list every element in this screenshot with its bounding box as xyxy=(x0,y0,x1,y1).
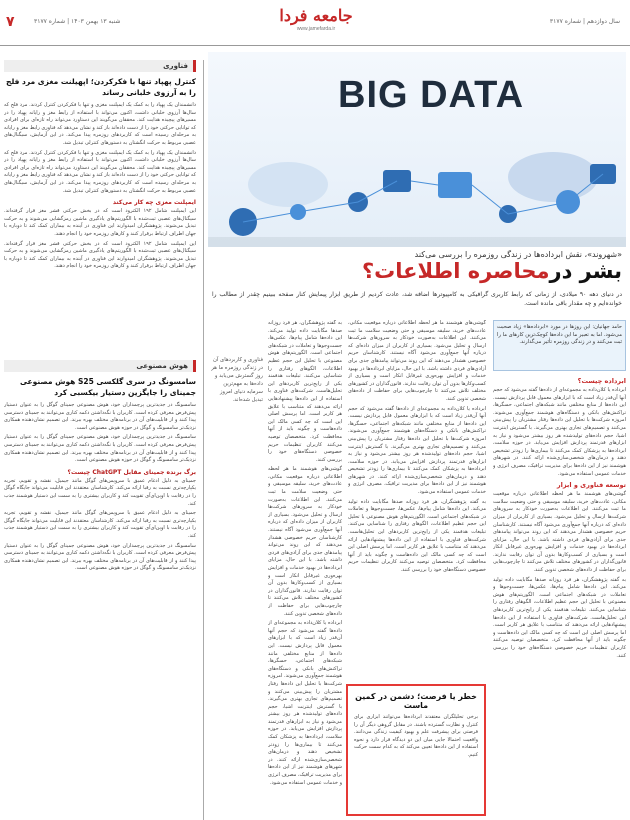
logo-subtitle: www.jamefarda.ir xyxy=(296,26,336,32)
main-column-right xyxy=(493,374,626,818)
page-number: ۷ xyxy=(6,14,15,30)
section-label-tech: فناوری xyxy=(4,60,196,72)
left-column xyxy=(0,60,200,820)
masthead xyxy=(0,0,630,46)
author-box xyxy=(493,320,626,371)
logo-title: جامعه فردا xyxy=(279,6,353,25)
article-body-gemini: جمینای به دلیل ادغام عمیق با سرویس‌های گوگل مانند جیمیل، نقشه و تقویم، تجربه یکپارچه‌تری نسبت به رقبا ارائه می‌کند. کارشناسان معتقدند این قابلیت می‌تواند جایگاه گوگل را در رقابت با اوپن‌ای‌آی تقویت کند و کاربران بیشتری را به سمت این دستیار هوشمند جذب کند. xyxy=(4,477,196,507)
headline-part: بشر در xyxy=(549,259,622,283)
big-data-title: BIG DATA xyxy=(338,74,525,116)
highlight-box xyxy=(346,684,486,816)
article-title-drone[interactable]: کنترل پهپاد تنها با فکرکردن؛ اپهیلنت مغزی مرد فلج را به آرزوی خلبانی رساند xyxy=(6,77,196,97)
headline-highlight: محاصره اطلاعات؟ xyxy=(361,259,550,283)
article-subheading-implant: ایمپلنت مغزی چه کار می‌کند xyxy=(112,199,196,207)
side-note: فناوری و کاربردهای آن در زندگی روزمره ما هر روز گسترش می‌یابد و داده‌ها به مهم‌ترین سرمایه دنیای امروز تبدیل شده‌اند. xyxy=(211,357,263,403)
body-middle-3: به گفته پژوهشگران، هر فرد روزانه صدها مگابایت داده تولید می‌کند. این داده‌ها شامل پیام‌ها، عکس‌ها، جست‌وجوها و تعاملات در شبکه‌های اجتماعی است. الگوریتم‌های هوش مصنوعی با تحلیل این حجم عظیم اطلاعات، الگوهای رفتاری را شناسایی می‌کنند. تبلیغات هدفمند یکی از رایج‌ترین کاربردهای این تحلیل‌هاست. شرکت‌های فناوری با استفاده از این داده‌ها پیشنهادهایی ارائه می‌دهند که متناسب با علایق هر کاربر است. اما پرسش اصلی این است که چه کسی مالک این داده‌هاست و چگونه باید از آنها محافظت کرد. متخصصان توصیه می‌کنند کاربران تنظیمات حریم خصوصی دستگاه‌های خود را بررسی کنند. xyxy=(348,498,486,573)
body-left-2: گوشی‌های هوشمند ما هر لحظه اطلاعاتی درباره موقعیت مکانی، عادت‌های خرید، سلیقه موسیقی و حتی وضعیت سلامت ما ثبت می‌کنند. این اطلاعات به‌صورت خودکار به سرورهای شرکت‌ها ارسال و تحلیل می‌شود. بسیاری از کاربران از میزان داده‌ای که درباره آنها جمع‌آوری می‌شود آگاه نیستند. کارشناسان حریم خصوصی هشدار می‌دهند که این روند می‌تواند پیامدهای جدی برای آزادی‌های فردی داشته باشد. با این حال، مزایای ابرداده‌ها در بهبود خدمات و افزایش بهره‌وری غیرقابل انکار است و بسیاری از کسب‌وکارها بدون آن توان رقابت ندارند. قانون‌گذاران در کشورهای مختلف تلاش می‌کنند تا چارچوب‌هایی برای حفاظت از داده‌های شخصی تدوین کنند. xyxy=(268,466,342,617)
body-left-1: به گفته پژوهشگران، هر فرد روزانه صدها مگابایت داده تولید می‌کند. این داده‌ها شامل پیام‌ها، عکس‌ها، جست‌وجوها و تعاملات در شبکه‌های اجتماعی است. الگوریتم‌های هوش مصنوعی با تحلیل این حجم عظیم اطلاعات، الگوهای رفتاری را شناسایی می‌کنند. تبلیغات هدفمند یکی از رایج‌ترین کاربردهای این تحلیل‌هاست. شرکت‌های فناوری با استفاده از این داده‌ها پیشنهادهایی ارائه می‌دهند که متناسب با علایق هر کاربر است. اما پرسش اصلی این است که چه کسی مالک این داده‌هاست و چگونه باید از آنها محافظت کرد. متخصصان توصیه می‌کنند کاربران تنظیمات حریم خصوصی دستگاه‌های خود را بررسی کنند. xyxy=(268,320,342,463)
subheading-what-is-bigdata: ابرداده چیست؟ xyxy=(577,377,626,385)
highlight-body: برخی تحلیلگران معتقدند ابرداده‌ها می‌توانند ابزاری برای کنترل و نظارت گسترده باشند. در مقابل گروهی دیگر آن را فرصتی برای پیشرفت علم و بهبود کیفیت زندگی می‌دانند. واقعیت احتمالا جایی میان این دو دیدگاه قرار دارد و نحوه استفاده از این داده‌ها تعیین می‌کند که به کدام سمت حرکت کنیم. xyxy=(354,714,478,758)
newspaper-logo[interactable] xyxy=(258,6,374,38)
highlight-title: خطر یا فرصت؛ دشمن در کمین ماست xyxy=(355,692,477,710)
ai-article xyxy=(4,360,196,820)
headline-kicker: «شهروند»، نقش ابرداده‌ها در زندگی روزمره را بررسی می‌کند xyxy=(414,250,622,259)
tech-article xyxy=(4,60,196,410)
author-box-text: حامد جهانیان: این روزها در مورد «ابرداده‌ها» زیاد صحبت می‌شود. اما به تعبیر ما این داده‌ها کوچک‌ترین کارهای ما را ثبت می‌کنند و در زندگی روزمره تأثیر می‌گذارند. xyxy=(497,324,622,345)
article-body-drone: دانشمندان یک پهپاد را به کمک یک ایمپلنت مغزی و تنها با فکرکردن کنترل کردند. مرد فلج که سال‌ها آرزوی خلبانی داشت، اکنون می‌تواند با استفاده از رابط مغز و رایانه پهپاد را در مسیرهای پیچیده هدایت کند. محققان می‌گویند این دستاورد می‌تواند راه تازه‌ای برای افرادی که توانایی حرکتی خود را از دست داده‌اند باز کند و نشان می‌دهد که فناوری رابط مغز و رایانه به مرحله‌ای رسیده است که کاربردهای روزمره پیدا می‌کند. در این آزمایش، سیگنال‌های عصبی مربوط به حرکت انگشتان به دستورهای کنترلی تبدیل شد. xyxy=(4,102,196,146)
body-left-3: ابرداده یا کلان‌داده به مجموعه‌ای از داده‌ها گفته می‌شود که حجم آنها آن‌قدر زیاد است که با ابزارهای معمول قابل پردازش نیست. این داده‌ها از منابع مختلفی مانند شبکه‌های اجتماعی، حسگرها، تراکنش‌های بانکی و دستگاه‌های هوشمند جمع‌آوری می‌شوند. امروزه شرکت‌ها با تحلیل این داده‌ها رفتار مشتریان را پیش‌بینی می‌کنند و تصمیم‌های تجاری بهتری می‌گیرند. با گسترش اینترنت اشیا، حجم داده‌های تولیدشده هر روز بیشتر می‌شود و نیاز به ابزارهای قدرتمند پردازش افزایش می‌یابد. در حوزه سلامت، ابرداده‌ها به پزشکان کمک می‌کنند تا بیماری‌ها را زودتر تشخیص دهند و درمان‌های شخصی‌سازی‌شده ارائه کنند. در شهرهای هوشمند نیز از این داده‌ها برای مدیریت ترافیک، مصرف انرژی و خدمات عمومی استفاده می‌شود. xyxy=(268,620,342,786)
body-right-2: گوشی‌های هوشمند ما هر لحظه اطلاعاتی درباره موقعیت مکانی، عادت‌های خرید، سلیقه موسیقی و حتی وضعیت سلامت ما ثبت می‌کنند. این اطلاعات به‌صورت خودکار به سرورهای شرکت‌ها ارسال و تحلیل می‌شود. بسیاری از کاربران از میزان داده‌ای که درباره آنها جمع‌آوری می‌شود آگاه نیستند. کارشناسان حریم خصوصی هشدار می‌دهند که این روند می‌تواند پیامدهای جدی برای آزادی‌های فردی داشته باشد. با این حال، مزایای ابرداده‌ها در بهبود خدمات و افزایش بهره‌وری غیرقابل انکار است و بسیاری از کسب‌وکارها بدون آن توان رقابت ندارند. قانون‌گذاران در کشورهای مختلف تلاش می‌کنند تا چارچوب‌هایی برای حفاظت از داده‌های شخصی تدوین کنند. xyxy=(493,491,626,574)
subheading-tech-development: توسعه فناوری و ابزار xyxy=(556,481,626,490)
article-body-drone-more: دانشمندان یک پهپاد را به کمک یک ایمپلنت مغزی و تنها با فکرکردن کنترل کردند. مرد فلج که سال‌ها آرزوی خلبانی داشت، اکنون می‌تواند با استفاده از رابط مغز و رایانه پهپاد را در مسیرهای پیچیده هدایت کند. محققان می‌گویند این دستاورد می‌تواند راه تازه‌ای برای افرادی که توانایی حرکتی خود را از دست داده‌اند باز کند و نشان می‌دهد که فناوری رابط مغز و رایانه به مرحله‌ای رسیده است که کاربردهای روزمره پیدا می‌کند. در این آزمایش، سیگنال‌های عصبی مربوط به حرکت انگشتان به دستورهای کنترلی تبدیل شد. xyxy=(4,149,196,194)
body-right-1: ابرداده یا کلان‌داده به مجموعه‌ای از داده‌ها گفته می‌شود که حجم آنها آن‌قدر زیاد است که با ابزارهای معمول قابل پردازش نیست. این داده‌ها از منابع مختلفی مانند شبکه‌های اجتماعی، حسگرها، تراکنش‌های بانکی و دستگاه‌های هوشمند جمع‌آوری می‌شوند. امروزه شرکت‌ها با تحلیل این داده‌ها رفتار مشتریان را پیش‌بینی می‌کنند و تصمیم‌های تجاری بهتری می‌گیرند. با گسترش اینترنت اشیا، حجم داده‌های تولیدشده هر روز بیشتر می‌شود و نیاز به ابزارهای قدرتمند پردازش افزایش می‌یابد. در حوزه سلامت، ابرداده‌ها به پزشکان کمک می‌کنند تا بیماری‌ها را زودتر تشخیص دهند و درمان‌های شخصی‌سازی‌شده ارائه کنند. در شهرهای هوشمند نیز از این داده‌ها برای مدیریت ترافیک، مصرف انرژی و خدمات عمومی استفاده می‌شود. xyxy=(493,387,626,477)
body-right-3: به گفته پژوهشگران، هر فرد روزانه صدها مگابایت داده تولید می‌کند. این داده‌ها شامل پیام‌ها، عکس‌ها، جست‌وجوها و تعاملات در شبکه‌های اجتماعی است. الگوریتم‌های هوش مصنوعی با تحلیل این حجم عظیم اطلاعات، الگوهای رفتاری را شناسایی می‌کنند. تبلیغات هدفمند یکی از رایج‌ترین کاربردهای این تحلیل‌هاست. شرکت‌های فناوری با استفاده از این داده‌ها پیشنهادهایی ارائه می‌دهند که متناسب با علایق هر کاربر است. اما پرسش اصلی این است که چه کسی مالک این داده‌هاست و چگونه باید از آنها محافظت کرد. متخصصان توصیه می‌کنند کاربران تنظیمات حریم خصوصی دستگاه‌های خود را بررسی کنند. xyxy=(493,576,626,659)
big-data-illustration xyxy=(208,52,626,247)
article-body-implant-more: این ایمپلنت شامل ۱۹۲ الکترود است که در بخش حرکتی قشر مغز قرار گرفته‌اند. سیگنال‌های عصبی ثبت‌شده با الگوریتم‌های یادگیری ماشین رمزگشایی می‌شوند و به حرکت تبدیل می‌شوند. پژوهشگران امیدوارند این فناوری در آینده به بیماران کمک کند تا دوباره با جهان اطراف ارتباط برقرار کنند و کارهای روزمره خود را انجام دهند. xyxy=(4,240,196,270)
article-body-implant: این ایمپلنت شامل ۱۹۲ الکترود است که در بخش حرکتی قشر مغز قرار گرفته‌اند. سیگنال‌های عصبی ثبت‌شده با الگوریتم‌های یادگیری ماشین رمزگشایی می‌شوند و به حرکت تبدیل می‌شوند. پژوهشگران امیدوارند این فناوری در آینده به بیماران کمک کند تا دوباره با جهان اطراف ارتباط برقرار کنند و کارهای روزمره خود را انجام دهند. xyxy=(4,208,196,237)
publish-date: شنبه ۱۳ بهمن ۱۴۰۳ | شماره ۳۱۷۷ xyxy=(34,18,121,25)
main-column-left xyxy=(268,320,342,818)
main-column-middle xyxy=(348,320,486,680)
article-body-gemini-extra: سامسونگ در جدیدترین پرچمداران خود، هوش مصنوعی جمینای گوگل را به عنوان دستیار پیش‌فرض معرفی کرده است. کاربران با نگه‌داشتن دکمه کناری می‌توانند به جمینای دسترسی پیدا کنند و از قابلیت‌های آن در برنامه‌های مختلف بهره ببرند. این تصمیم نشان‌دهنده همکاری نزدیک‌تر سامسونگ و گوگل در حوزه هوش مصنوعی است. xyxy=(4,542,196,572)
lead-paragraph: در دنیای دهه ۹۰ میلادی، از زمانی که رابط کاربری گرافیکی به کامپیوترها اضافه شد، عادت کردیم از طریق ابزار پیمایش کنار صفحه ببینیم چقدر از مطالب را خوانده‌ایم و چه مقدار باقی مانده است. xyxy=(212,291,622,307)
article-subheading-gemini: برگ برنده جمینای مقابل ChatGPT چیست؟ xyxy=(67,468,196,476)
article-title-samsung[interactable]: سامسونگ در سری گلکسی S25 هوش مصنوعی جمینای را جایگزین دستیار بیکسبی کرد xyxy=(19,377,196,397)
network-graphic xyxy=(208,52,626,247)
article-body-gemini-more: جمینای به دلیل ادغام عمیق با سرویس‌های گوگل مانند جیمیل، نقشه و تقویم، تجربه یکپارچه‌تری نسبت به رقبا ارائه می‌کند. کارشناسان معتقدند این قابلیت می‌تواند جایگاه گوگل را در رقابت با اوپن‌ای‌آی تقویت کند و کاربران بیشتری را به سمت این دستیار هوشمند جذب کند. xyxy=(4,510,196,539)
column-divider xyxy=(203,60,204,820)
body-middle-2: ابرداده یا کلان‌داده به مجموعه‌ای از داده‌ها گفته می‌شود که حجم آنها آن‌قدر زیاد است که با ابزارهای معمول قابل پردازش نیست. این داده‌ها از منابع مختلفی مانند شبکه‌های اجتماعی، حسگرها، تراکنش‌های بانکی و دستگاه‌های هوشمند جمع‌آوری می‌شوند. امروزه شرکت‌ها با تحلیل این داده‌ها رفتار مشتریان را پیش‌بینی می‌کنند و تصمیم‌های تجاری بهتری می‌گیرند. با گسترش اینترنت اشیا، حجم داده‌های تولیدشده هر روز بیشتر می‌شود و نیاز به ابزارهای قدرتمند پردازش افزایش می‌یابد. در حوزه سلامت، ابرداده‌ها به پزشکان کمک می‌کنند تا بیماری‌ها را زودتر تشخیص دهند و درمان‌های شخصی‌سازی‌شده ارائه کنند. در شهرهای هوشمند نیز از این داده‌ها برای مدیریت ترافیک، مصرف انرژی و خدمات عمومی استفاده می‌شود. xyxy=(348,405,486,496)
body-middle-1: گوشی‌های هوشمند ما هر لحظه اطلاعاتی درباره موقعیت مکانی، عادت‌های خرید، سلیقه موسیقی و حتی وضعیت سلامت ما ثبت می‌کنند. این اطلاعات به‌صورت خودکار به سرورهای شرکت‌ها ارسال و تحلیل می‌شود. بسیاری از کاربران از میزان داده‌ای که درباره آنها جمع‌آوری می‌شود آگاه نیستند. کارشناسان حریم خصوصی هشدار می‌دهند که این روند می‌تواند پیامدهای جدی برای آزادی‌های فردی داشته باشد. با این حال، مزایای ابرداده‌ها در بهبود خدمات و افزایش بهره‌وری غیرقابل انکار است و بسیاری از کسب‌وکارها بدون آن توان رقابت ندارند. قانون‌گذاران در کشورهای مختلف تلاش می‌کنند تا چارچوب‌هایی برای حفاظت از داده‌های شخصی تدوین کنند. xyxy=(348,320,486,402)
article-body-samsung: سامسونگ در جدیدترین پرچمداران خود، هوش مصنوعی جمینای گوگل را به عنوان دستیار پیش‌فرض معرفی کرده است. کاربران با نگه‌داشتن دکمه کناری می‌توانند به جمینای دسترسی پیدا کنند و از قابلیت‌های آن در برنامه‌های مختلف بهره ببرند. این تصمیم نشان‌دهنده همکاری نزدیک‌تر سامسونگ و گوگل در حوزه هوش مصنوعی است. xyxy=(4,402,196,431)
section-label-ai: هوش مصنوعی xyxy=(4,360,196,372)
issue-info: سال دوازدهم | شماره ۳۱۷۷ xyxy=(549,18,620,25)
article-body-samsung-more: سامسونگ در جدیدترین پرچمداران خود، هوش مصنوعی جمینای گوگل را به عنوان دستیار پیش‌فرض معرفی کرده است. کاربران با نگه‌داشتن دکمه کناری می‌توانند به جمینای دسترسی پیدا کنند و از قابلیت‌های آن در برنامه‌های مختلف بهره ببرند. این تصمیم نشان‌دهنده همکاری نزدیک‌تر سامسونگ و گوگل در حوزه هوش مصنوعی است. xyxy=(4,434,196,464)
main-headline[interactable] xyxy=(212,259,622,283)
